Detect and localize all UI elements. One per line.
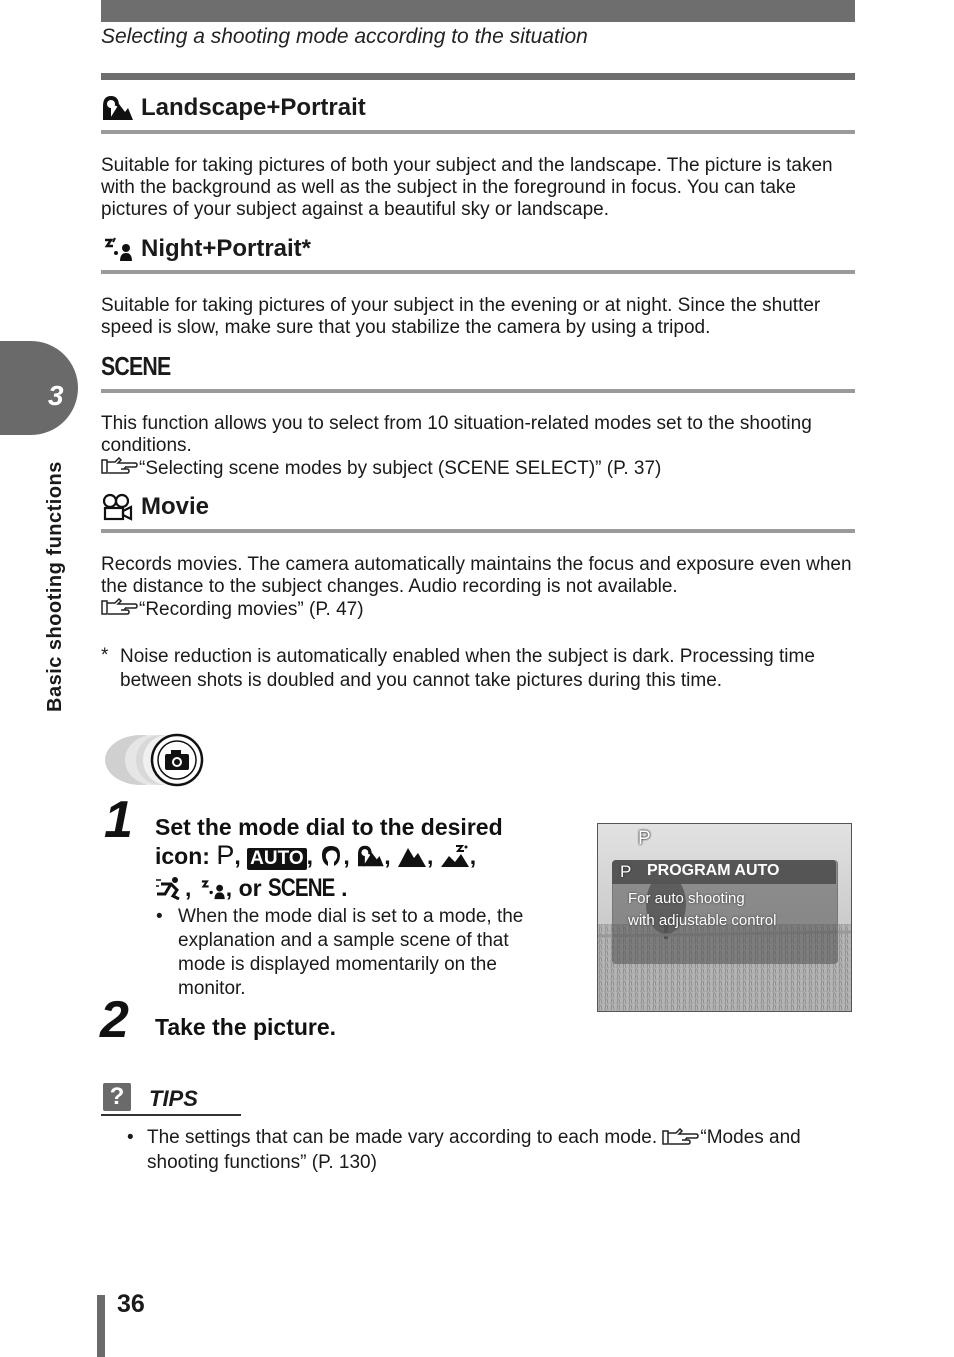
step-number: 2: [100, 991, 129, 1049]
page-number: 36: [117, 1290, 145, 1318]
header-rule: [101, 73, 855, 80]
tips-icon: ?: [103, 1083, 131, 1111]
section-title-text: Movie: [141, 493, 210, 520]
sport-icon: [155, 876, 185, 906]
reference-hand-icon: [101, 457, 139, 481]
section-body-scene: [101, 413, 861, 481]
bullet-dot: •: [127, 1127, 134, 1148]
tips-rule: [101, 1114, 241, 1116]
reference-hand-icon: [662, 1128, 700, 1152]
tips-title: TIPS: [149, 1086, 198, 1111]
step-1-line3: , , or SCENE .: [155, 874, 575, 906]
tips-ref[interactable]: “Modes and shooting functions” (P. 130): [147, 1127, 801, 1173]
section-rule: [101, 389, 855, 393]
landscape-portrait-icon: [356, 844, 384, 874]
chapter-label: Basic shooting functions: [44, 461, 66, 712]
section-title-movie: [101, 493, 209, 521]
popup-line-1: For auto shooting: [628, 890, 745, 907]
popup-line-2: with adjustable control: [628, 912, 777, 929]
section-title-landscape-portrait: [101, 94, 366, 122]
popup-title: PROGRAM AUTO: [647, 862, 780, 879]
movie-text: Records movies. The camera automatically maintains the focus and exposure even when the distance to the subject changes. Audio recording is not available.: [101, 554, 852, 597]
scene-text: This function allows you to select from 10 situation-related modes set to the shooting conditions.: [101, 413, 812, 456]
section-body-night-portrait: Suitable for taking pictures of your subject in the evening or at night. Since the shutter speed is slow, make sure that you stabilize the camera by using a tripod.: [101, 295, 821, 338]
scene-ref[interactable]: “Selecting scene modes by subject (SCENE SELECT)” (P. 37): [139, 458, 662, 479]
step-1-instruction: [155, 813, 575, 906]
movie-icon: [101, 493, 133, 521]
reference-hand-icon: [101, 598, 139, 622]
movie-ref[interactable]: “Recording movies” (P. 47): [139, 599, 364, 620]
step-1-line2: icon: P, AUTO , , , , ,: [155, 841, 575, 874]
tips-body: The settings that can be made vary according to each mode.: [147, 1127, 658, 1148]
popup-description: [628, 888, 776, 932]
section-title-scene: [101, 351, 186, 382]
page-number-bar: [97, 1295, 105, 1357]
mode-indicator: P: [638, 828, 651, 849]
section-title-text: Night+Portrait*: [141, 235, 312, 262]
icon-prefix: icon:: [155, 843, 217, 869]
scene-label: SCENE: [267, 874, 335, 902]
night-portrait-icon: [198, 878, 226, 906]
mode-dial-graphic: [101, 732, 221, 792]
section-body-landscape-portrait: Suitable for taking pictures of both your subject and the landscape. The picture is taken with the background as well as the subject in the foreground in focus. You can take pictures of your subject against a beautiful sky or landscape.: [101, 155, 833, 220]
header-title: Selecting a shooting mode according to the situation: [101, 25, 588, 48]
scene-label: SCENE: [101, 351, 171, 381]
or-label: or: [238, 875, 262, 901]
section-rule: [101, 529, 855, 533]
auto-mode-icon: AUTO: [247, 848, 306, 870]
section-rule: [101, 270, 855, 274]
section-rule: [101, 130, 855, 134]
step-1-note: When the mode dial is set to a mode, the explanation and a sample scene of that mode is displayed momentarily on the monitor.: [178, 906, 524, 999]
night-portrait-icon: [101, 236, 133, 262]
bullet-dot: •: [156, 906, 163, 927]
section-body-movie: [101, 554, 861, 622]
header-bar: [101, 0, 855, 22]
portrait-icon: [319, 844, 343, 874]
section-title-night-portrait: [101, 235, 311, 263]
step-1-line1: Set the mode dial to the desired: [155, 814, 503, 840]
chapter-tab: [0, 341, 78, 435]
section-title-text: Landscape+Portrait: [141, 94, 366, 121]
step-number: 1: [104, 791, 133, 849]
program-mode-label: P: [216, 840, 235, 870]
landscape-icon: [397, 844, 427, 874]
tips-text: [147, 1127, 857, 1174]
step-2-instruction: Take the picture.: [155, 1014, 337, 1040]
night-scene-icon: [440, 844, 470, 874]
popup-mode-icon: P: [620, 862, 632, 881]
chapter-number: 3: [48, 380, 64, 411]
footnote-text: Noise reduction is automatically enabled when the subject is dark. Processing time between shots is doubled and you cannot take pictures during this time.: [120, 646, 815, 691]
footnote-mark: *: [101, 645, 109, 666]
landscape-portrait-icon: [101, 94, 133, 122]
